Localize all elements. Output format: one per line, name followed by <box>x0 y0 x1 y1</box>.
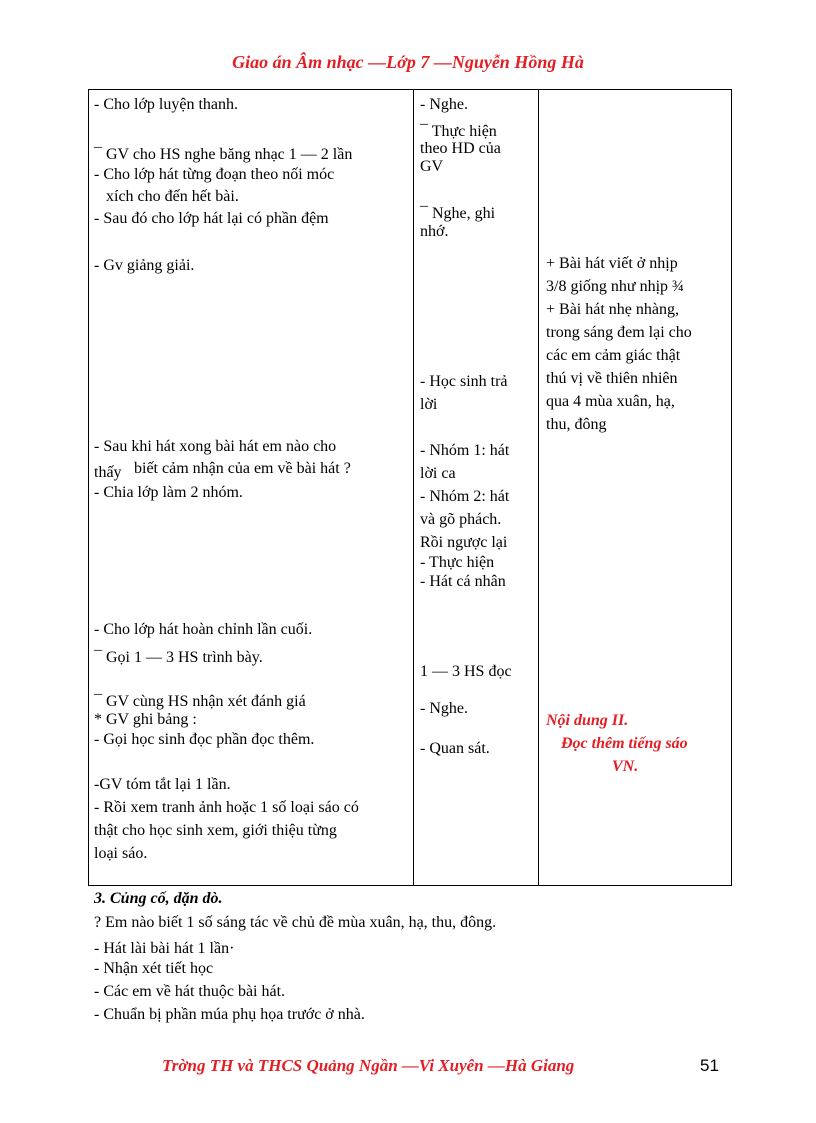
student-line: lời ca <box>420 465 456 482</box>
teacher-line: - Cho lớp hát hoàn chỉnh lần cuối. <box>94 621 313 638</box>
student-line: Rồi ngược lại <box>420 534 508 551</box>
content-line: thú vị về thiên nhiên <box>546 370 678 387</box>
section-line: - Các em về hát thuộc bài hát. <box>94 983 286 1000</box>
page-header: Giao án Âm nhạc —Lớp 7 —Nguyễn Hồng Hà <box>232 52 584 72</box>
student-line: - Nghe. <box>420 96 468 113</box>
student-line: - Nghe. <box>420 700 468 717</box>
student-line: - Quan sát. <box>420 740 490 757</box>
teacher-line: - Cho lớp luyện thanh. <box>94 96 238 113</box>
teacher-line: - Cho lớp hát từng đoạn theo nối móc <box>94 166 335 183</box>
section-line: - Hát lài bài hát 1 lần· <box>94 940 235 957</box>
teacher-line: xích cho đến hết bài. <box>106 188 239 205</box>
content-line: các em cảm giác thật <box>546 347 681 364</box>
content-heading: Nội dung II. <box>546 712 629 729</box>
teacher-line: thật cho học sinh xem, giới thiệu từng <box>94 822 337 839</box>
teacher-line: biết cảm nhận của em về bài hát ? <box>134 460 351 477</box>
section-title: 3. Củng cố, dặn dò. <box>94 890 223 907</box>
teacher-line: - Gv giảng giải. <box>94 257 195 274</box>
section-line: - Chuẩn bị phần múa phụ họa trước ở nhà. <box>94 1006 365 1023</box>
content-heading: VN. <box>612 758 639 775</box>
teacher-line: - Chia lớp làm 2 nhóm. <box>94 484 243 501</box>
student-line: GV <box>420 158 444 175</box>
teacher-line: - Sau đó cho lớp hát lại có phần đệm <box>94 210 329 227</box>
section-line: ? Em nào biết 1 số sáng tác về chủ đề mùa xuân, hạ, thu, đông. <box>94 914 497 931</box>
page-footer: Trờng TH và THCS Quảng Ngần —Vi Xuyên —Hà Giang <box>162 1056 575 1075</box>
teacher-line: -GV tóm tắt lại 1 lần. <box>94 776 231 793</box>
content-line: trong sáng đem lại cho <box>546 324 692 341</box>
teacher-line: - Gọi học sinh đọc phần đọc thêm. <box>94 731 315 748</box>
content-line: qua 4 mùa xuân, hạ, <box>546 393 675 410</box>
student-line: - Học sinh trả <box>420 373 508 390</box>
student-line: - Thực hiện <box>420 554 495 571</box>
teacher-line: ¯ Gọi 1 — 3 HS trình bày. <box>94 649 263 666</box>
teacher-line: ¯ GV cùng HS nhận xét đánh giá <box>94 693 306 710</box>
teacher-line: thấy <box>94 464 122 481</box>
section-line: - Nhận xét tiết học <box>94 960 214 977</box>
student-line: lời <box>420 396 438 413</box>
student-line: ¯ Nghe, ghi <box>420 205 496 222</box>
content-line: + Bài hát viết ở nhịp <box>546 255 678 272</box>
student-line: theo HD của <box>420 140 501 157</box>
content-line: 3/8 giống như nhịp ¾ <box>546 278 685 295</box>
student-line: - Nhóm 2: hát <box>420 488 510 505</box>
student-line: 1 — 3 HS đọc <box>420 663 512 680</box>
student-line: ¯ Thực hiện <box>420 123 497 140</box>
student-line: nhớ. <box>420 223 449 240</box>
content-line: thu, đông <box>546 416 607 433</box>
student-line: - Hát cá nhân <box>420 573 506 590</box>
teacher-line: ¯ GV cho HS nghe băng nhạc 1 — 2 lần <box>94 146 353 163</box>
page-number: 51 <box>700 1056 719 1075</box>
teacher-line: - Rồi xem tranh ảnh hoặc 1 số loại sáo có <box>94 799 359 816</box>
teacher-line: - Sau khi hát xong bài hát em nào cho <box>94 438 337 455</box>
student-line: - Nhóm 1: hát <box>420 442 510 459</box>
teacher-line: loại sáo. <box>94 845 148 862</box>
content-line: + Bài hát nhẹ nhàng, <box>546 301 679 318</box>
content-heading: Đọc thêm tiếng sáo <box>561 735 688 752</box>
student-line: và gõ phách. <box>420 511 502 528</box>
teacher-line: * GV ghi bảng : <box>94 711 197 728</box>
